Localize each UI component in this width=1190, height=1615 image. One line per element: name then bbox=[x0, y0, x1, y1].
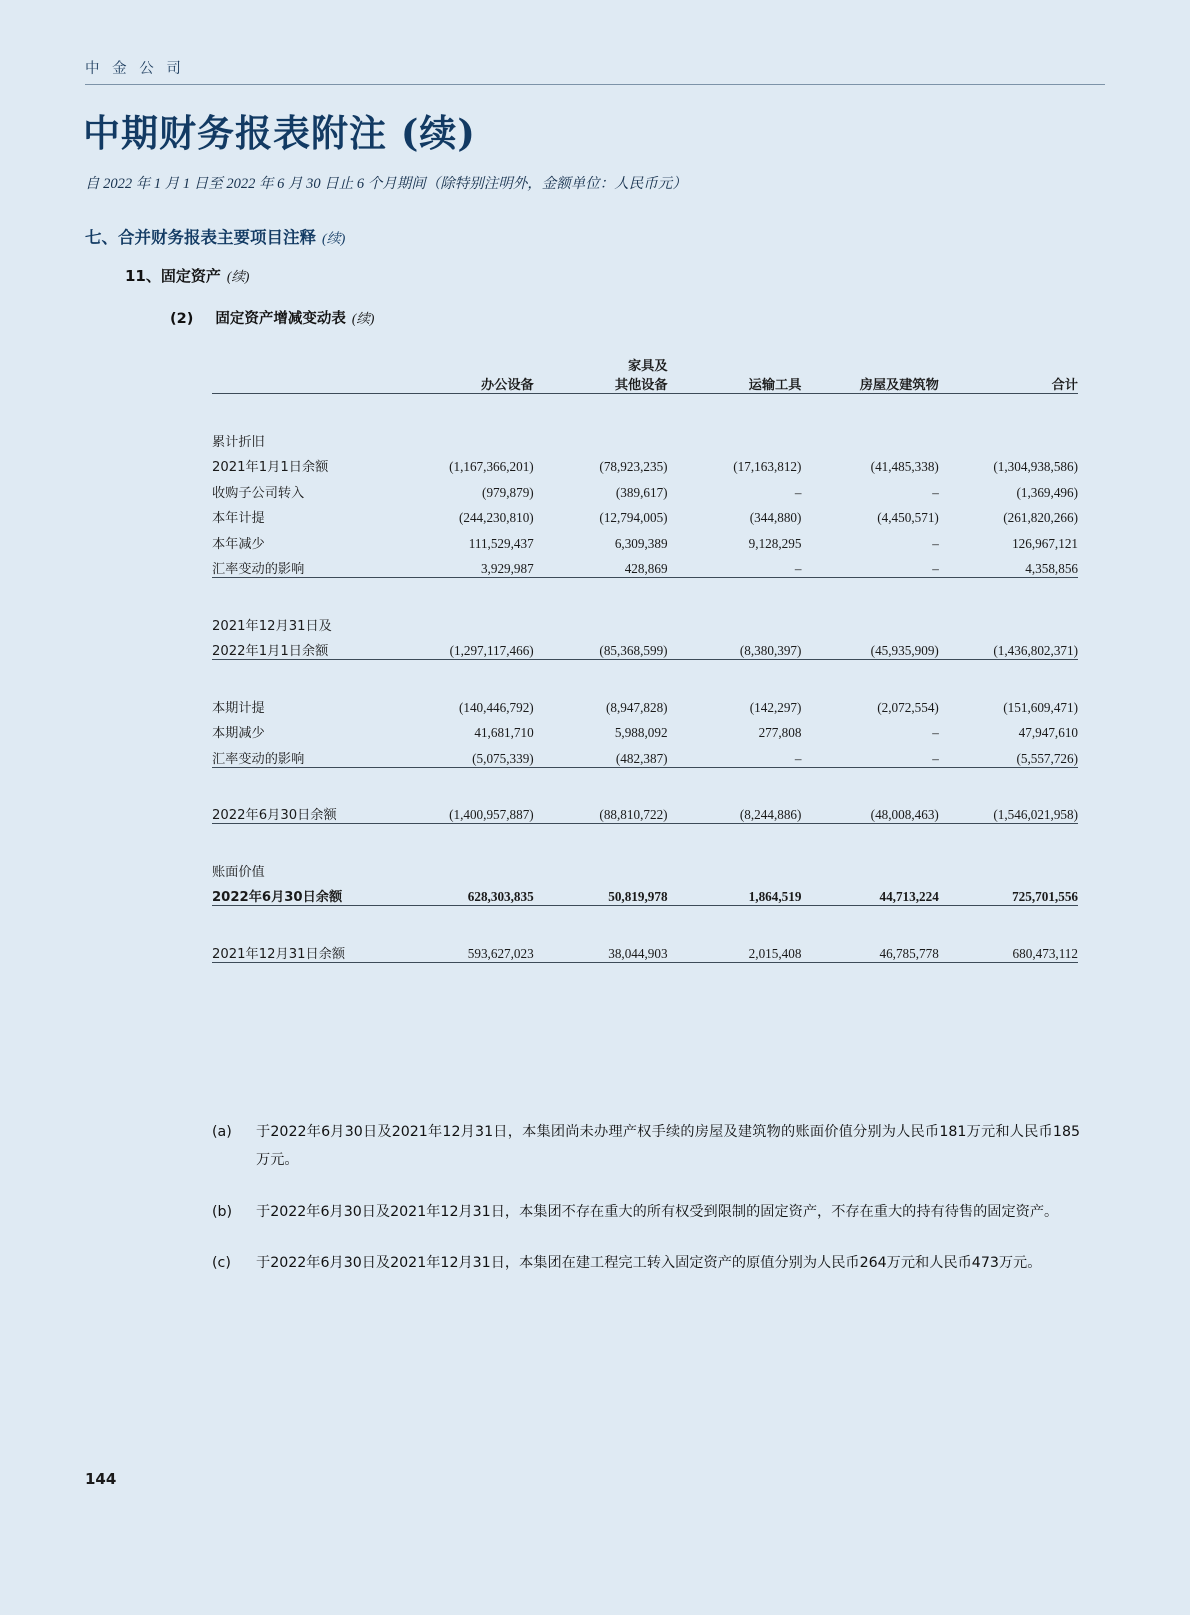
page-subtitle: 自 2022 年 1 月 1 日至 2022 年 6 月 30 日止 6 个月期间（除特别注明外，金额单位：人民币元） bbox=[85, 176, 687, 192]
table-rule bbox=[212, 962, 1078, 963]
subsection-heading bbox=[125, 265, 249, 286]
table-cell: (482,387) bbox=[615, 750, 668, 766]
row-label: 2022年1月1日余额 bbox=[212, 644, 329, 659]
table-cell: (261,820,266) bbox=[1003, 510, 1078, 525]
table-cell: 47,947,610 bbox=[1018, 725, 1078, 740]
row-label: 2022年6月30日余额 bbox=[212, 808, 337, 823]
column-header: 其他设备 bbox=[614, 378, 668, 393]
table-spacer-row bbox=[212, 824, 1078, 855]
footnote-text: 于2022年6月30日及2021年12月31日，本集团在建工程完工转入固定资产的原值分别为人民币264万元和人民币473万元。 bbox=[256, 1255, 1042, 1272]
table-heading-continued: (续) bbox=[351, 311, 375, 326]
footnote bbox=[212, 1249, 1080, 1277]
table-cell: (4,450,571) bbox=[877, 510, 939, 525]
table-cell: (389,617) bbox=[615, 484, 668, 500]
column-header-line1 bbox=[212, 348, 395, 374]
column-header-line1 bbox=[395, 348, 534, 374]
table-row bbox=[212, 526, 1078, 552]
table-cell: (1,167,366,201) bbox=[449, 459, 534, 474]
table-row bbox=[212, 936, 1078, 962]
table-cell: – bbox=[794, 750, 802, 766]
table-cell: (12,794,005) bbox=[599, 510, 668, 525]
table-cell: (979,879) bbox=[482, 484, 534, 500]
table-cell: (1,369,496) bbox=[1016, 484, 1078, 500]
footnote bbox=[212, 1118, 1080, 1175]
column-header-line1 bbox=[939, 348, 1078, 374]
table-cell: (1,400,957,887) bbox=[449, 807, 534, 822]
footnote-text: 于2022年6月30日及2021年12月31日，本集团尚未办理产权手续的房屋及建筑物的账面价值分别为人民币181万元和人民币185万元。 bbox=[256, 1124, 1080, 1169]
table-cell: – bbox=[932, 484, 939, 500]
section-heading bbox=[85, 224, 345, 248]
table-cell: (8,947,828) bbox=[606, 699, 668, 715]
table-cell: (344,880) bbox=[749, 510, 802, 525]
table-row bbox=[212, 608, 1078, 634]
table-cell: (88,810,722) bbox=[599, 807, 668, 822]
header-divider bbox=[85, 84, 1105, 85]
table-cell: (45,935,909) bbox=[870, 643, 939, 658]
table-cell: – bbox=[932, 750, 939, 766]
table-cell: (140,446,792) bbox=[458, 699, 534, 715]
table-row bbox=[212, 880, 1078, 906]
table-cell: – bbox=[932, 725, 939, 740]
table-cell: 9,128,295 bbox=[748, 535, 802, 551]
section-heading-continued: (续) bbox=[322, 232, 346, 247]
table-cell: 126,967,121 bbox=[1012, 535, 1078, 551]
row-label: 本期计提 bbox=[212, 700, 265, 716]
table-cell: (85,368,599) bbox=[599, 643, 668, 658]
table-group-title-row bbox=[212, 424, 1078, 450]
table-cell: 44,713,224 bbox=[879, 889, 939, 904]
column-header-line1 bbox=[668, 348, 802, 374]
row-label: 2022年6月30日余额 bbox=[212, 890, 343, 905]
table-row bbox=[212, 475, 1078, 501]
table-cell: 593,627,023 bbox=[467, 945, 534, 961]
column-header: 运输工具 bbox=[748, 378, 802, 393]
table-cell: 111,529,437 bbox=[468, 535, 534, 551]
row-label: 本年减少 bbox=[212, 536, 265, 552]
table-cell: 4,358,856 bbox=[1025, 561, 1078, 576]
row-label: 汇率变动的影响 bbox=[212, 751, 305, 767]
table-cell: 1,864,519 bbox=[748, 889, 802, 904]
subsection-heading-continued: (续) bbox=[226, 269, 250, 284]
table-cell: 680,473,112 bbox=[1012, 945, 1078, 961]
table-cell: (8,244,886) bbox=[739, 807, 802, 822]
footnote-text: 于2022年6月30日及2021年12月31日，本集团不存在重大的所有权受到限制的固定资产，不存在重大的持有待售的固定资产。 bbox=[256, 1203, 1059, 1220]
column-header: 合计 bbox=[1051, 378, 1078, 393]
table-cell: 50,819,978 bbox=[608, 889, 668, 904]
footnotes bbox=[212, 1118, 1080, 1301]
table-heading-text: 固定资产增减变动表 bbox=[215, 311, 346, 327]
table-cell: 38,044,903 bbox=[608, 945, 668, 961]
table-cell: 3,929,987 bbox=[480, 561, 534, 576]
table-row bbox=[212, 798, 1078, 824]
group-title: 累计折旧 bbox=[212, 434, 265, 450]
table-header-bottom bbox=[212, 374, 1078, 393]
table-cell: 628,303,835 bbox=[467, 889, 534, 904]
table-cell: (17,163,812) bbox=[733, 459, 802, 474]
table-heading bbox=[170, 307, 374, 328]
table-spacer-row bbox=[212, 394, 1078, 425]
table-cell: (244,230,810) bbox=[458, 510, 534, 525]
table-cell: (1,436,802,371) bbox=[993, 643, 1078, 658]
table-cell: – bbox=[932, 535, 939, 551]
row-label: 本期减少 bbox=[212, 726, 265, 741]
table-cell: – bbox=[794, 484, 802, 500]
table-cell: 2,015,408 bbox=[748, 945, 802, 961]
footnote-marker: (a) bbox=[212, 1124, 232, 1140]
table-cell: – bbox=[932, 561, 939, 576]
row-label: 2021年12月31日及 bbox=[212, 618, 332, 634]
table-cell: 5,988,092 bbox=[614, 725, 668, 740]
table-cell: (78,923,235) bbox=[599, 459, 668, 474]
table-cell: 277,808 bbox=[758, 725, 802, 740]
page-title: 中期财务报表附注 (续) bbox=[83, 111, 476, 155]
table-row bbox=[212, 690, 1078, 716]
row-label: 2021年1月1日余额 bbox=[212, 460, 329, 475]
table-row bbox=[212, 741, 1078, 767]
column-header: 房屋及建筑物 bbox=[859, 378, 939, 393]
table-cell: (41,485,338) bbox=[870, 459, 939, 474]
table-row bbox=[212, 552, 1078, 578]
table-cell bbox=[395, 608, 534, 634]
table-cell bbox=[801, 608, 938, 634]
footnote bbox=[212, 1198, 1080, 1226]
table-spacer-row bbox=[212, 660, 1078, 691]
column-header-line1 bbox=[801, 348, 938, 374]
table-header-top bbox=[212, 348, 1078, 374]
table-cell: 46,785,778 bbox=[879, 945, 939, 961]
table-cell: 725,701,556 bbox=[1012, 889, 1078, 904]
row-label: 汇率变动的影响 bbox=[212, 562, 305, 577]
table-spacer-row bbox=[212, 578, 1078, 609]
table-cell bbox=[534, 608, 668, 634]
table-cell: – bbox=[794, 561, 802, 576]
table-cell: (1,297,117,466) bbox=[449, 643, 534, 658]
fixed-assets-table bbox=[212, 348, 1078, 963]
column-header: 办公设备 bbox=[480, 378, 534, 393]
row-label: 2021年12月31日余额 bbox=[212, 946, 346, 962]
table-row bbox=[212, 450, 1078, 476]
table-cell: (1,304,938,586) bbox=[993, 459, 1078, 474]
group-title: 账面价值 bbox=[212, 864, 265, 880]
row-label: 收购子公司转入 bbox=[212, 485, 305, 501]
table-cell: 428,869 bbox=[624, 561, 668, 576]
table-cell: (5,075,339) bbox=[472, 750, 534, 766]
table-cell: (8,380,397) bbox=[739, 643, 802, 658]
subsection-heading-text: 11、固定资产 bbox=[125, 267, 221, 285]
section-heading-text: 七、合并财务报表主要项目注释 bbox=[85, 228, 316, 247]
table-row bbox=[212, 501, 1078, 527]
table-cell: 41,681,710 bbox=[474, 725, 534, 740]
table-cell bbox=[668, 608, 802, 634]
company-name: 中 金 公 司 bbox=[85, 61, 185, 77]
table-heading-number: (2) bbox=[170, 311, 194, 327]
table-cell: (142,297) bbox=[749, 699, 802, 715]
table-row bbox=[212, 716, 1078, 742]
page-number: 144 bbox=[85, 1470, 117, 1488]
row-label: 本年计提 bbox=[212, 511, 265, 526]
column-header bbox=[212, 374, 395, 393]
footnote-marker: (b) bbox=[212, 1203, 233, 1220]
column-header-line1: 家具及 bbox=[628, 359, 668, 374]
table-cell: (2,072,554) bbox=[877, 699, 939, 715]
fixed-assets-table-wrapper bbox=[212, 348, 1078, 963]
footnote-marker: (c) bbox=[212, 1255, 231, 1272]
table-spacer-row bbox=[212, 767, 1078, 798]
table-cell: (48,008,463) bbox=[870, 807, 939, 822]
table-cell: 6,309,389 bbox=[614, 535, 668, 551]
table-spacer-row bbox=[212, 906, 1078, 937]
table-cell: (5,557,726) bbox=[1016, 750, 1078, 766]
table-cell: (1,546,021,958) bbox=[993, 807, 1078, 822]
table-row bbox=[212, 634, 1078, 660]
table-cell: (151,609,471) bbox=[1003, 699, 1078, 715]
table-group-title-row bbox=[212, 854, 1078, 880]
table-cell bbox=[939, 608, 1078, 634]
